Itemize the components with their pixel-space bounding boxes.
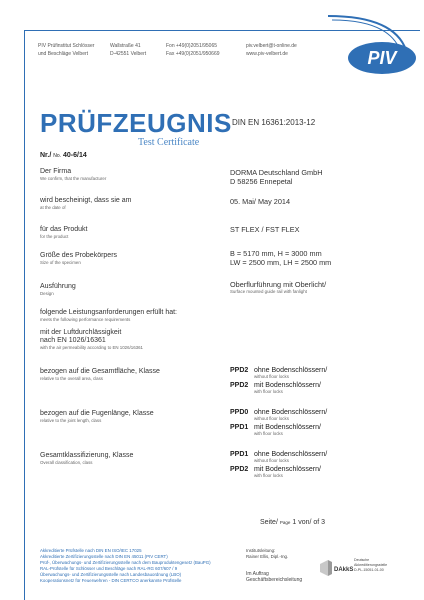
header-institute: PIV Prüfinstitut Schlösser und Beschläge Velbert (38, 43, 95, 57)
air-permeability-label: mit der Luftdurchlässigkeit nach EN 1026/16361 with the air permeability according to EN 1026/16361 (40, 329, 143, 350)
ppd-row: PPD2 ohne Bodenschlössern/ without floor locks (230, 367, 328, 379)
ppd-row: PPD1 ohne Bodenschlössern/ without floor locks (230, 451, 328, 463)
document-subtitle: Test Certificate (138, 137, 200, 148)
size-value: B = 5170 mm, H = 3000 mm LW = 2500 mm, LH = 2500 mm (230, 249, 332, 267)
firma-label: Der Firma We confirm, that the manufacturer (40, 168, 107, 181)
svg-text:DAkkS: DAkkS (334, 567, 354, 573)
footer-management: Institutsleitung: Rainer Ellis, Dipl.-Ing. (246, 548, 289, 559)
din-standard: DIN EN 16361:2013-12 (232, 118, 316, 127)
footer-accreditations: Akkreditierte Prüfstelle nach DIN EN ISO/IEC 17025 Akkreditierte Zertifizierungsstelle nach DIN EN 45011 (PIV CERT) Prüf-, Überwachungs- und Zertifizierungsstelle nach dem Bauproduktengesetz (BauPG) RAL-Prüfstelle für Schlösser und Beschläge nach RAL-RG 607/607 / 9 Überwachungs- und Zertifizierungsstelle nach Landesbauordnung (LBO) Kooperationsnetz für Feuerwehren - DIN CERTCO anerkannte Prüfstelle (40, 548, 211, 583)
design-value: Oberflurführung mit Oberlicht/ Surface mounted guide rail with fanlight (230, 280, 327, 294)
overall-classification-label: Gesamtklassifizierung, Klasse Overall classification, class (40, 452, 134, 465)
requirements-label: folgende Leistungsanforderungen erfüllt hat: meets the following performance requirements (40, 309, 177, 322)
header-phone: Fon +49(0)2051/95065 Fax +49(0)2051/950669 (166, 43, 220, 57)
ppd-row: PPD0 ohne Bodenschlössern/ without floor locks (230, 409, 328, 421)
design-label: Ausführung Design (40, 283, 76, 296)
document-title: PRÜFZEUGNIS (40, 108, 232, 138)
overall-area-label: bezogen auf die Gesamtfläche, Klasse relative to the overall area, class (40, 368, 160, 381)
ppd-row: PPD2 mit Bodenschlössern/ with floor locks (230, 466, 321, 478)
ppd-row: PPD1 mit Bodenschlössern/ with floor locks (230, 424, 321, 436)
date-label: wird bescheinigt, dass sie am at the date of (40, 197, 132, 210)
page-indicator: Seite/ Page 1 von/ of 3 (260, 519, 326, 526)
piv-logo (324, 12, 418, 82)
ppd-row: PPD2 mit Bodenschlössern/ with floor locks (230, 382, 321, 394)
footer-signature: Im Auftrag Geschäftsbereichsleitung (246, 571, 303, 583)
dakks-caption: Deutsche Akkreditierungsstelle D-PL-15051-01-00 (354, 558, 388, 572)
size-label: Größe des Probekörpers Size of the specimen (40, 252, 118, 265)
date-value: 05. Mai/ May 2014 (230, 197, 291, 206)
joint-length-label: bezogen auf die Fugenlänge, Klasse relative to the joint length, class (40, 410, 154, 423)
product-value: ST FLEX / FST FLEX (230, 225, 300, 234)
firma-value: DORMA Deutschland GmbH D 58256 Ennepetal (230, 168, 323, 186)
logo-text: PIV (367, 48, 397, 68)
certificate-number: Nr./ No. 40-6/14 (40, 152, 87, 159)
product-label: für das Produkt for the product (40, 226, 88, 239)
header-web: piv.velbert@t-online.de www.piv-velbert.de (246, 43, 297, 57)
header-address: Wallstraße 41 D-42551 Velbert (110, 43, 147, 57)
dakks-logo (318, 558, 354, 578)
